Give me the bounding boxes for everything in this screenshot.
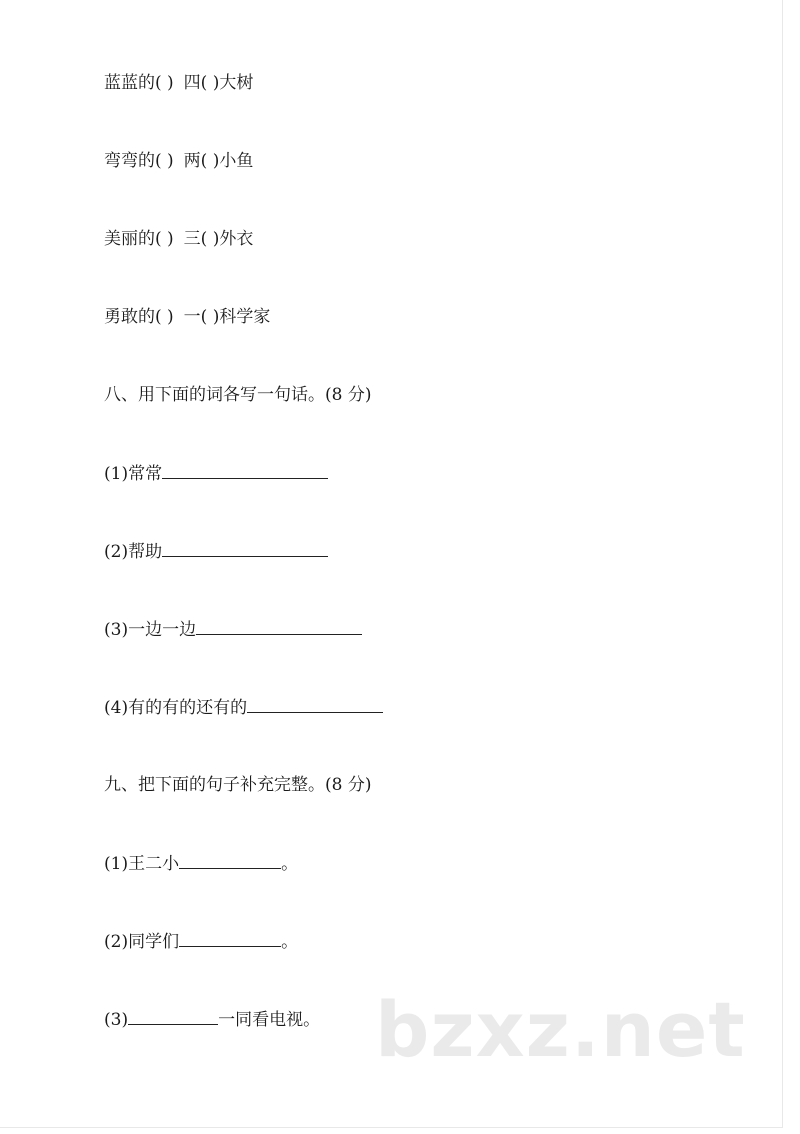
matching-left: 弯弯的( ) [104,151,174,171]
item-prompt: (3)一边一边 [104,620,197,640]
section-9-heading: 九、把下面的句子补充完整。(8 分) [104,775,372,795]
matching-row-3 [104,228,253,250]
answer-blank[interactable] [162,462,328,479]
item-prefix: (2)同学们 [104,932,180,952]
sentence-item-1 [104,462,328,485]
item-suffix: 。 [281,932,299,952]
answer-blank[interactable] [128,1008,218,1025]
item-suffix: 。 [281,854,299,874]
completion-item-3 [104,1008,320,1031]
matching-left: 蓝蓝的( ) [104,73,174,93]
completion-item-2 [104,930,298,953]
matching-right: 四( )大树 [183,73,254,93]
item-prefix: (3) [104,1010,129,1030]
matching-right: 三( )外衣 [183,229,254,249]
matching-row-1 [104,72,253,94]
matching-right: 一( )科学家 [183,307,271,327]
sentence-item-2 [104,540,328,563]
matching-left: 美丽的( ) [104,229,174,249]
answer-blank[interactable] [179,852,281,869]
item-prompt: (1)常常 [104,464,163,484]
completion-item-1 [104,852,298,875]
sentence-item-4 [104,696,383,719]
matching-row-2 [104,150,253,172]
matching-row-4 [104,306,270,328]
item-prefix: (1)王二小 [104,854,180,874]
item-prompt: (2)帮助 [104,542,163,562]
item-suffix: 一同看电视。 [218,1010,321,1030]
matching-right: 两( )小鱼 [183,151,254,171]
section-8-heading: 八、用下面的词各写一句话。(8 分) [104,385,372,405]
watermark: bzxz.net [375,985,746,1074]
item-prompt: (4)有的有的还有的 [104,698,248,718]
answer-blank[interactable] [247,696,383,713]
answer-blank[interactable] [162,540,328,557]
matching-left: 勇敢的( ) [104,307,174,327]
answer-blank[interactable] [179,930,281,947]
answer-blank[interactable] [196,618,362,635]
sentence-item-3 [104,618,362,641]
